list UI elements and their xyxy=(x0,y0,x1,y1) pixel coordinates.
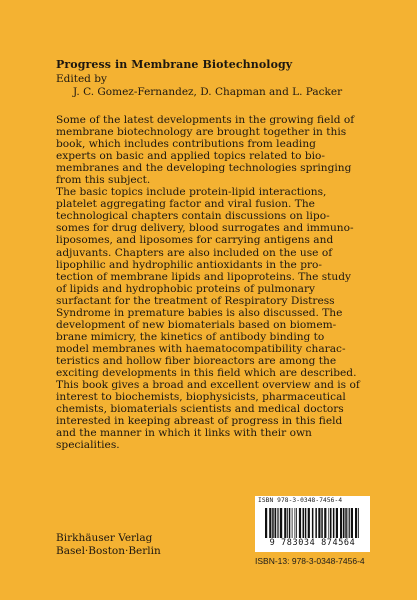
barcode-bar xyxy=(324,508,326,538)
isbn-block xyxy=(255,496,370,566)
barcode-bar xyxy=(277,508,278,538)
barcode-bar xyxy=(296,508,297,538)
description-line: surfactant for the treatment of Respiratory Distress xyxy=(56,294,335,307)
barcode-bar xyxy=(318,508,320,538)
barcode-bar xyxy=(345,508,347,538)
description xyxy=(56,114,374,451)
barcode-bar xyxy=(305,508,307,538)
barcode-bar xyxy=(272,508,274,538)
barcode-bar xyxy=(315,508,317,538)
barcode-bar xyxy=(336,508,338,538)
edited-by-label: Edited by xyxy=(56,73,107,85)
barcode-bar xyxy=(351,508,353,538)
barcode-bar xyxy=(343,508,345,538)
description-line: interest to biochemists, biophysicists, pharmaceutical xyxy=(56,391,346,404)
description-line: teristics and hollow fiber bioreactors are among the xyxy=(56,354,337,367)
barcode-bar xyxy=(292,508,293,538)
description-line: interested in keeping abreast of progress in this field xyxy=(56,415,343,428)
description-line: technological chapters contain discussions on lipo- xyxy=(56,210,330,223)
barcode-bar xyxy=(340,508,342,538)
description-line: This book gives a broad and excellent overview and is of xyxy=(56,379,360,392)
description-line: development of new biomaterials based on biomem- xyxy=(56,318,337,331)
book-title: Progress in Membrane Biotechnology xyxy=(56,58,293,71)
barcode-bar xyxy=(308,508,310,538)
barcode-bar xyxy=(303,508,305,538)
editors-names: J. C. Gomez-Fernandez, D. Chapman and L. Packer xyxy=(73,86,343,98)
description-line: Syndrome in premature babies is also discussed. The xyxy=(56,306,343,319)
barcode-bar xyxy=(355,508,357,538)
description-line: tection of membrane lipids and lipoproteins. The study xyxy=(56,270,352,283)
barcode-bar xyxy=(358,508,359,538)
barcode-bar xyxy=(269,508,271,538)
barcode-bar xyxy=(299,508,301,538)
barcode-bar xyxy=(321,508,323,538)
barcode xyxy=(255,504,370,552)
barcode-bar xyxy=(280,508,282,538)
description-line: model membranes with haematocompatibility charac- xyxy=(56,342,346,355)
publisher-name: Birkhäuser Verlag xyxy=(56,532,153,544)
description-line: membrane biotechnology are brought together in this xyxy=(56,126,347,139)
barcode-bar xyxy=(330,508,332,538)
description-line: chemists, biomaterials scientists and medical doctors xyxy=(56,403,344,416)
description-line: liposomes, and liposomes for carrying antigens and xyxy=(56,234,334,247)
description-line: experts on basic and applied topics related to bio- xyxy=(56,150,325,163)
barcode-bar xyxy=(348,508,349,538)
description-line: The basic topics include protein-lipid interactions, xyxy=(56,186,327,199)
barcode-bar xyxy=(295,508,296,538)
description-line: of lipids and hydrophobic proteins of pulmonary xyxy=(56,282,316,295)
barcode-digits: 9 783034 874564 xyxy=(269,538,356,548)
barcode-bars xyxy=(265,508,360,538)
barcode-bar xyxy=(349,508,350,538)
description-line: specialities. xyxy=(56,439,120,452)
publisher-block xyxy=(56,532,161,557)
description-line: Some of the latest developments in the growing field of xyxy=(56,114,355,126)
description-line: and the manner in which it links with their own xyxy=(56,427,312,440)
barcode-bar xyxy=(275,508,277,538)
barcode-bar xyxy=(333,508,335,538)
barcode-bar xyxy=(328,508,329,538)
description-line: adjuvants. Chapters are also included on the use of xyxy=(56,246,333,259)
description-line: exciting developments in this field which are described. xyxy=(56,366,357,379)
description-line: from this subject. xyxy=(56,174,151,187)
description-line: lipophilic and hydrophilic antioxidants in the pro- xyxy=(56,258,322,271)
isbn-bottom-label: ISBN-13: 978-3-0348-7456-4 xyxy=(255,556,365,566)
barcode-bar xyxy=(265,508,267,538)
barcode-bar xyxy=(289,508,291,538)
barcode-bar xyxy=(284,508,286,538)
description-line: platelet aggregating factor and viral fusion. The xyxy=(56,198,315,211)
barcode-bar xyxy=(312,508,314,538)
isbn-top-label: ISBN 978-3-0348-7456-4 xyxy=(255,496,370,504)
publisher-cities: Basel·Boston·Berlin xyxy=(56,544,161,557)
description-line: book, which includes contributions from leading xyxy=(56,138,316,151)
description-line: membranes and the developing technologies springing xyxy=(56,162,352,175)
barcode-bar xyxy=(287,508,288,538)
description-line: somes for drug delivery, blood surrogates and immuno- xyxy=(56,222,354,235)
description-line: brane mimicry, the kinetics of antibody binding to xyxy=(56,330,325,343)
barcode-bar xyxy=(278,508,279,538)
